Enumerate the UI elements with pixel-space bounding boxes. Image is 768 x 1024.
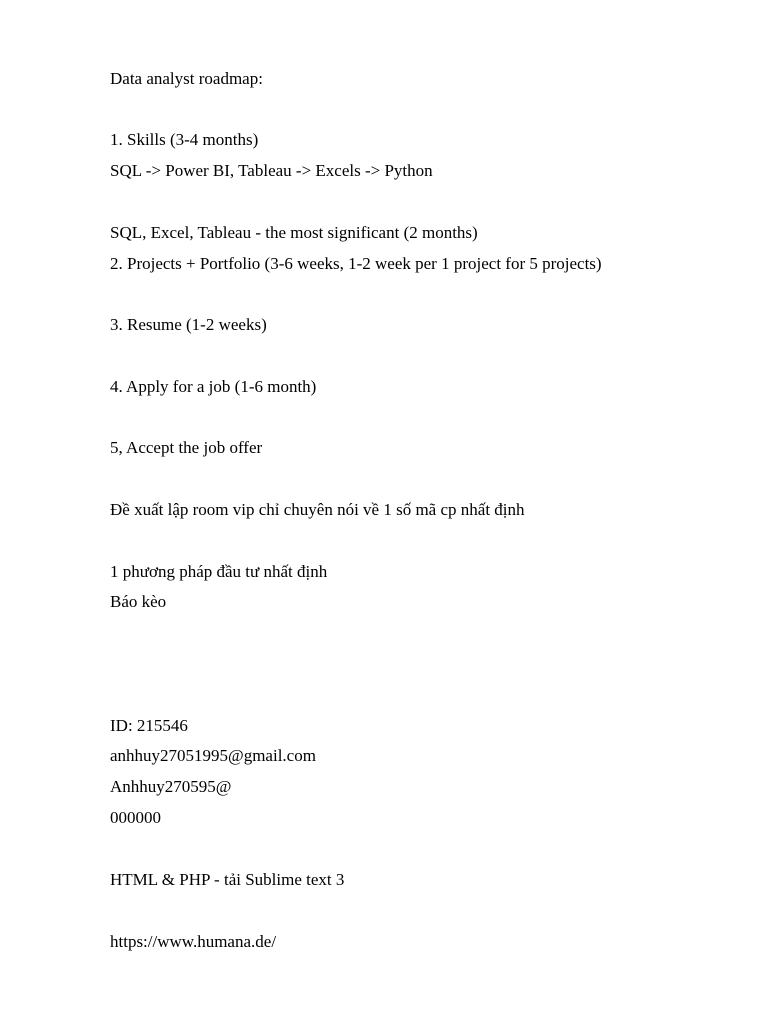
significant-tools-line: SQL, Excel, Tableau - the most significant (2 months) xyxy=(110,223,478,242)
id-line: ID: 215546 xyxy=(110,716,188,735)
accept-offer-line: 5, Accept the job offer xyxy=(110,438,263,457)
skills-path-line: SQL -> Power BI, Tableau -> Excels -> Python xyxy=(110,161,433,180)
skills-heading-line: 1. Skills (3-4 months) xyxy=(110,130,259,149)
doc-title-line: Data analyst roadmap: xyxy=(110,69,263,88)
proposal-line: Đề xuất lập room vip chỉ chuyên nói về 1 số mã cp nhất định xyxy=(110,500,525,519)
resume-line: 3. Resume (1-2 weeks) xyxy=(110,315,267,334)
html-php-line: HTML & PHP - tải Sublime text 3 xyxy=(110,870,345,889)
url-line: https://www.humana.de/ xyxy=(110,932,277,951)
projects-line: 2. Projects + Portfolio (3-6 weeks, 1-2 week per 1 project for 5 projects) xyxy=(110,254,602,273)
email-line: anhhuy27051995@gmail.com xyxy=(110,746,316,765)
method-line: 1 phương pháp đầu tư nhất định xyxy=(110,562,328,581)
code-line: 000000 xyxy=(110,808,161,827)
apply-job-line: 4. Apply for a job (1-6 month) xyxy=(110,377,317,396)
password-line: Anhhuy270595@ xyxy=(110,777,232,796)
signal-line: Báo kèo xyxy=(110,592,167,611)
